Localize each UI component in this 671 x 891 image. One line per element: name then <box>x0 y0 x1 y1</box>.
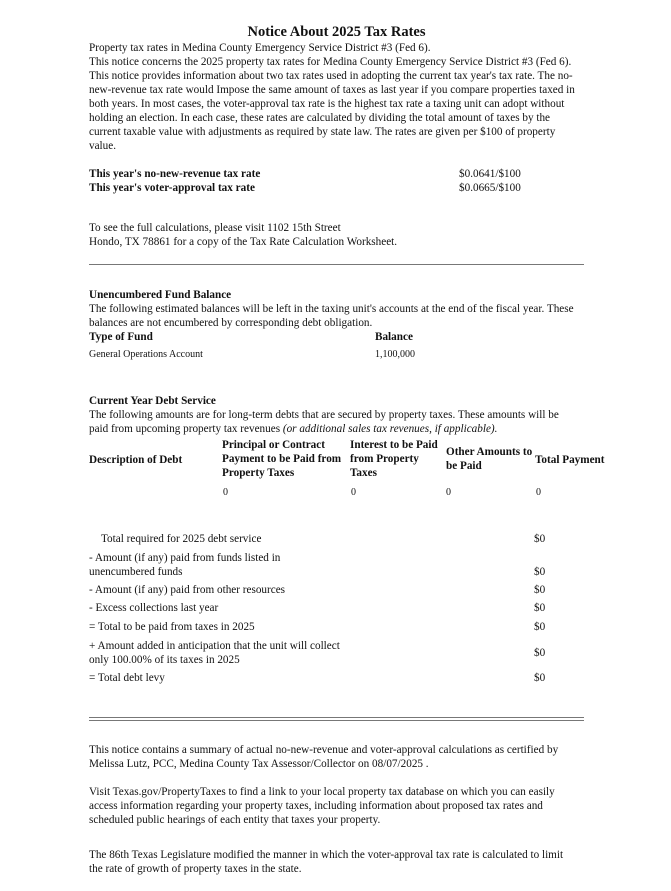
page-title: Notice About 2025 Tax Rates <box>247 24 426 40</box>
rate-value: $0.0665/$100 <box>459 182 521 194</box>
debt-interest-value: 0 <box>351 487 356 498</box>
summary-label: = Total debt levy <box>89 672 165 684</box>
rate-label: This year's voter-approval tax rate <box>89 182 255 194</box>
debt-col-other: Other Amounts to be Paid <box>446 446 533 472</box>
summary-value: $0 <box>534 533 546 545</box>
fund-section <box>89 288 579 362</box>
debt-table <box>89 436 629 506</box>
debt-total-value: 0 <box>536 487 541 498</box>
debt-col-principal: Principal or Contract Payment to be Paid from Property Taxes <box>222 439 342 479</box>
debt-description-italic: (or additional sales tax revenues, if applicable). <box>282 423 498 435</box>
calculation-info <box>89 221 589 249</box>
footer-notes <box>89 743 579 876</box>
rate-row-voter-approval <box>89 181 589 195</box>
fund-balance: 1,100,000 <box>375 349 415 360</box>
debt-section <box>89 394 579 436</box>
summary-value: $0 <box>534 566 546 578</box>
notice-page <box>89 24 589 249</box>
debt-principal-value: 0 <box>223 487 228 498</box>
intro-line: Property tax rates in Medina County Emergency Service District #3 (Fed 6). <box>89 42 431 54</box>
calc-line: To see the full calculations, please visit 1102 15th Street <box>89 222 341 234</box>
summary-label: - Excess collections last year <box>89 602 219 614</box>
debt-col-interest: Interest to be Paid from Property Taxes <box>350 439 438 479</box>
fund-type: General Operations Account <box>89 349 203 360</box>
rate-value: $0.0641/$100 <box>459 168 521 180</box>
section-divider <box>89 720 584 721</box>
visit-note: Visit Texas.gov/PropertyTaxes to find a link to your local property tax database on which you can easily access information regarding your property taxes, including information about proposed tax rates and scheduled public hearings of each entity that taxes your property. <box>89 786 555 826</box>
summary-value: $0 <box>534 672 546 684</box>
fund-col-type: Type of Fund <box>89 331 153 343</box>
summary-label: + Amount added in anticipation that the unit will collect only 100.00% of its taxes in 2025 <box>89 640 340 666</box>
section-divider <box>89 264 584 265</box>
summary-label: = Total to be paid from taxes in 2025 <box>89 621 255 633</box>
summary-value: $0 <box>534 602 546 614</box>
tax-rates <box>89 167 589 195</box>
rate-row-no-new-revenue <box>89 167 589 181</box>
legislature-note: The 86th Texas Legislature modified the manner in which the voter-approval tax rate is calculated to limit the rate of growth of property taxes in the state. <box>89 849 564 875</box>
debt-description <box>89 408 579 436</box>
section-divider <box>89 717 584 718</box>
summary-value: $0 <box>534 647 546 659</box>
certification-note: This notice contains a summary of actual no-new-revenue and voter-approval calculations as certified by Melissa Lutz, PCC, Medina County Tax Assessor/Collector on 08/07/2025 . <box>89 744 559 770</box>
debt-other-value: 0 <box>446 487 451 498</box>
summary-label: - Amount (if any) paid from other resources <box>89 584 286 596</box>
summary-value: $0 <box>534 584 546 596</box>
summary-label: Total required for 2025 debt service <box>101 533 262 545</box>
debt-col-total: Total Payment <box>535 454 605 466</box>
summary-label: - Amount (if any) paid from funds listed in unencumbered funds <box>89 552 281 578</box>
rate-label: This year's no-new-revenue tax rate <box>89 168 261 180</box>
calc-line: Hondo, TX 78861 for a copy of the Tax Rate Calculation Worksheet. <box>89 236 398 248</box>
intro-paragraph: This notice concerns the 2025 property tax rates for Medina County Emergency Service District #3 (Fed 6). This notice provides information about two tax rates used in adopting the current tax year's tax rate. The no-new-revenue tax rate would Impose the same amount of taxes as last year if you compare properties taxed in both years. In most cases, the voter-approval tax rate is the highest tax rate a taxing unit can adopt without holding an election. In each case, these rates are calculated by dividing the total amount of taxes by the current taxable value with adjustments as required by state law. The rates are given per $100 of property value. <box>89 56 575 152</box>
fund-table-header <box>89 330 579 344</box>
fund-col-balance: Balance <box>375 331 413 343</box>
fund-description: The following estimated balances will be left in the taxing unit's accounts at the end of the fiscal year. These balances are not encumbered by corresponding debt obligation. <box>89 303 574 329</box>
debt-heading: Current Year Debt Service <box>89 395 216 407</box>
summary-value: $0 <box>534 621 546 633</box>
debt-description-text: The following amounts are for long-term debts that are secured by property taxes. These amounts will be paid from upcoming property tax revenues <box>89 409 559 435</box>
debt-summary <box>89 530 589 690</box>
debt-col-description: Description of Debt <box>89 454 183 466</box>
table-row <box>89 348 579 362</box>
fund-heading: Unencumbered Fund Balance <box>89 289 232 301</box>
